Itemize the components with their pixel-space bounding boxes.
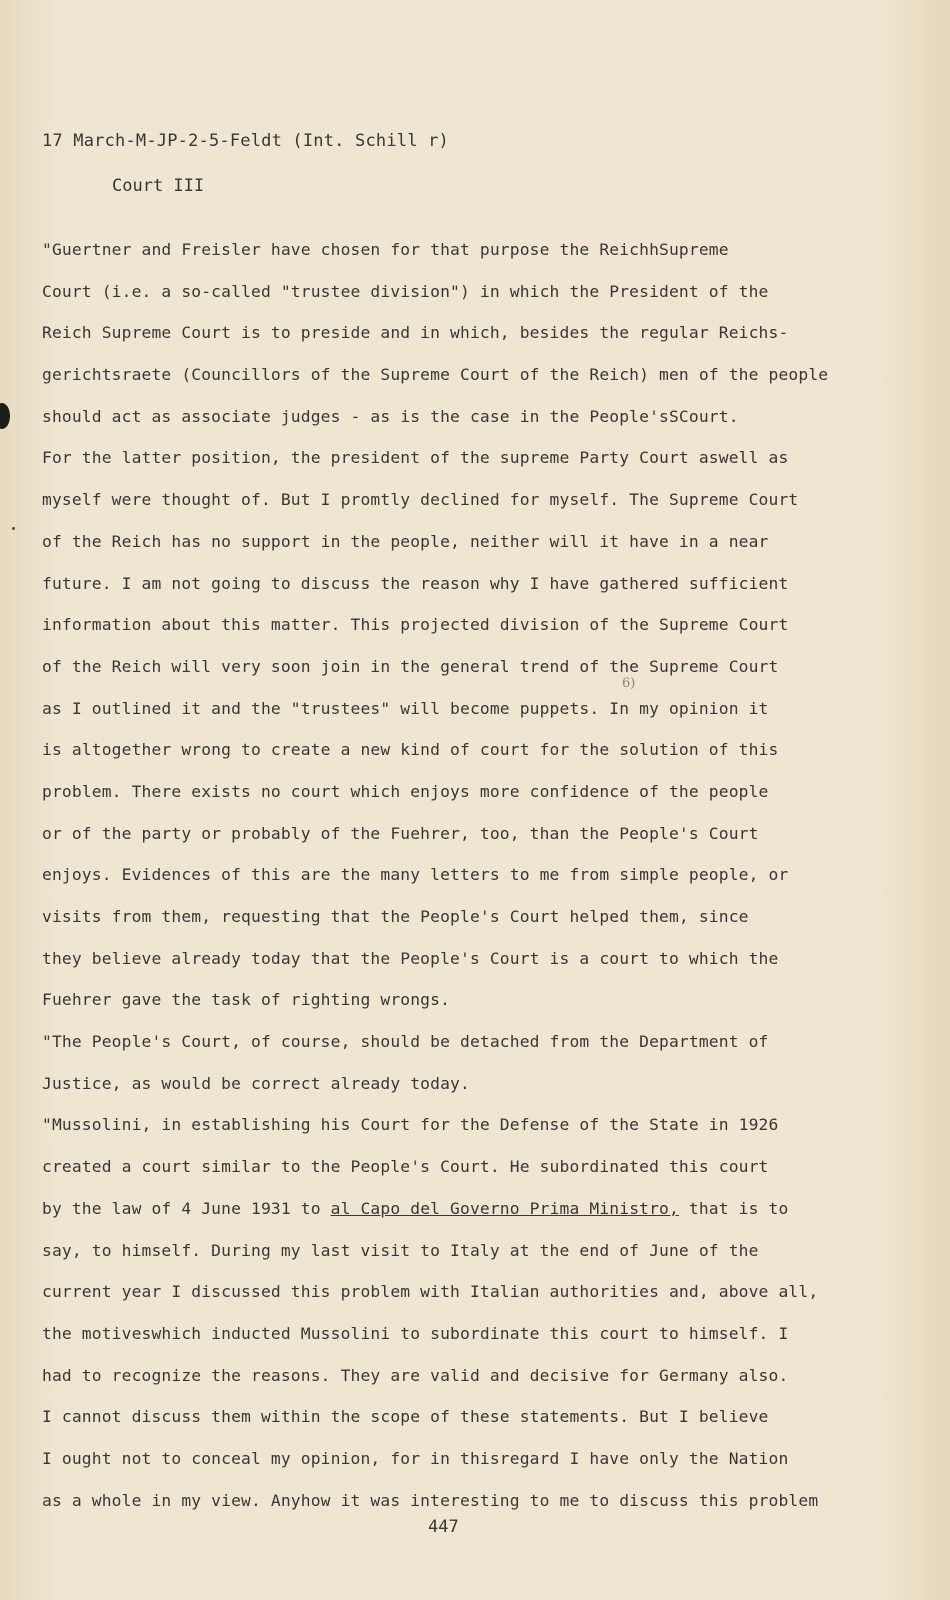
text-line xyxy=(42,688,922,730)
text-line xyxy=(42,771,922,813)
text-line xyxy=(42,437,922,479)
text-line-content: is altogether wrong to create a new kind of court for the solution of this xyxy=(42,740,779,760)
text-line xyxy=(42,312,922,354)
text-line-content: Reich Supreme Court is to preside and in which, besides the regular Reichs- xyxy=(42,323,789,343)
text-line-content: Justice, as would be correct already today. xyxy=(42,1073,470,1093)
page-number: 447 xyxy=(428,1517,459,1537)
text-line xyxy=(42,1021,922,1063)
text-line xyxy=(42,1104,922,1146)
text-line xyxy=(42,729,922,771)
text-line xyxy=(42,354,922,396)
text-line-content: visits from them, requesting that the People's Court helped them, since xyxy=(42,907,749,926)
text-line-content: I ought not to conceal my opinion, for in thisregard I have only the Nation xyxy=(42,1448,789,1468)
text-line xyxy=(42,854,922,896)
text-line xyxy=(42,1438,922,1480)
text-line-content: "Guertner and Freisler have chosen for that purpose the ReichhSupreme xyxy=(42,240,729,259)
text-line xyxy=(42,563,922,605)
margin-annotation: 6) xyxy=(622,676,636,691)
text-line-continuation: that is to xyxy=(678,1198,789,1218)
text-line xyxy=(42,1480,922,1522)
text-line xyxy=(42,1146,922,1188)
text-line xyxy=(42,896,922,938)
text-line-content: future. I am not going to discuss the reason why I have gathered sufficient xyxy=(42,573,789,593)
text-line-content: of the Reich has no support in the people, neither will it have in a near xyxy=(42,531,769,551)
text-line xyxy=(42,1355,922,1397)
underlined-phrase: al Capo del Governo Prima Ministro, xyxy=(330,1198,679,1218)
text-line-content: enjoys. Evidences of this are the many letters to me from simple people, or xyxy=(42,865,789,885)
text-line-content: "Mussolini, in establishing his Court for the Defense of the State in 1926 xyxy=(42,1115,779,1135)
text-line xyxy=(42,479,922,521)
text-line-content: "The People's Court, of course, should be detached from the Department of xyxy=(42,1032,769,1052)
text-line-content: current year I discussed this problem with Italian authorities and, above all, xyxy=(42,1282,819,1302)
text-line-content: should act as associate judges - as is the case in the People'sSCourt. xyxy=(42,406,739,426)
text-line xyxy=(42,813,922,855)
text-line xyxy=(42,1271,922,1313)
text-line xyxy=(42,271,922,313)
document-header: 17 March-M-JP-2-5-Feldt (Int. Schill r) xyxy=(42,131,449,151)
text-line-content: I cannot discuss them within the scope of these statements. But I believe xyxy=(42,1407,769,1427)
text-line-content: problem. There exists no court which enjoys more confidence of the people xyxy=(42,781,769,801)
text-line xyxy=(42,1313,922,1355)
text-line-content: gerichtsraete (Councillors of the Supreme Court of the Reich) men of the people xyxy=(42,365,829,385)
text-line xyxy=(42,521,922,563)
court-subheader: Court III xyxy=(112,176,205,196)
text-line-content: For the latter position, the president of the supreme Party Court aswell as xyxy=(42,448,789,468)
text-line xyxy=(42,229,922,271)
text-line xyxy=(42,1188,922,1230)
text-line-content: had to recognize the reasons. They are valid and decisive for Germany also. xyxy=(42,1365,789,1385)
text-line-content: the motiveswhich inducted Mussolini to subordinate this court to himself. I xyxy=(42,1323,789,1343)
document-body xyxy=(42,229,922,1521)
text-line xyxy=(42,1063,922,1105)
text-line-content: by the law of 4 June 1931 to xyxy=(42,1198,331,1218)
text-line-content: of the Reich will very soon join in the general trend of the Supreme Court xyxy=(42,656,779,676)
text-line-content: Court (i.e. a so-called "trustee division") in which the President of the xyxy=(42,281,769,301)
text-line-content: Fuehrer gave the task of righting wrongs. xyxy=(42,990,451,1010)
text-line-content: as I outlined it and the "trustees" will become puppets. In my opinion it xyxy=(42,698,769,718)
text-line xyxy=(42,1230,922,1272)
paper-speck xyxy=(12,527,15,530)
text-line xyxy=(42,604,922,646)
text-line-content: myself were thought of. But I promtly declined for myself. The Supreme Court xyxy=(42,490,799,510)
text-line xyxy=(42,938,922,980)
text-line-content: say, to himself. During my last visit to Italy at the end of June of the xyxy=(42,1240,759,1260)
text-line xyxy=(42,979,922,1021)
text-line xyxy=(42,646,922,688)
text-line-content: as a whole in my view. Anyhow it was interesting to me to discuss this problem xyxy=(42,1490,819,1510)
text-line-content: information about this matter. This projected division of the Supreme Court xyxy=(42,615,789,635)
text-line-content: they believe already today that the People's Court is a court to which the xyxy=(42,948,779,968)
text-line-content: or of the party or probably of the Fuehrer, too, than the People's Court xyxy=(42,823,759,843)
text-line xyxy=(42,396,922,438)
text-line-content: created a court similar to the People's Court. He subordinated this court xyxy=(42,1157,769,1177)
punch-hole xyxy=(0,403,10,429)
text-line xyxy=(42,1396,922,1438)
